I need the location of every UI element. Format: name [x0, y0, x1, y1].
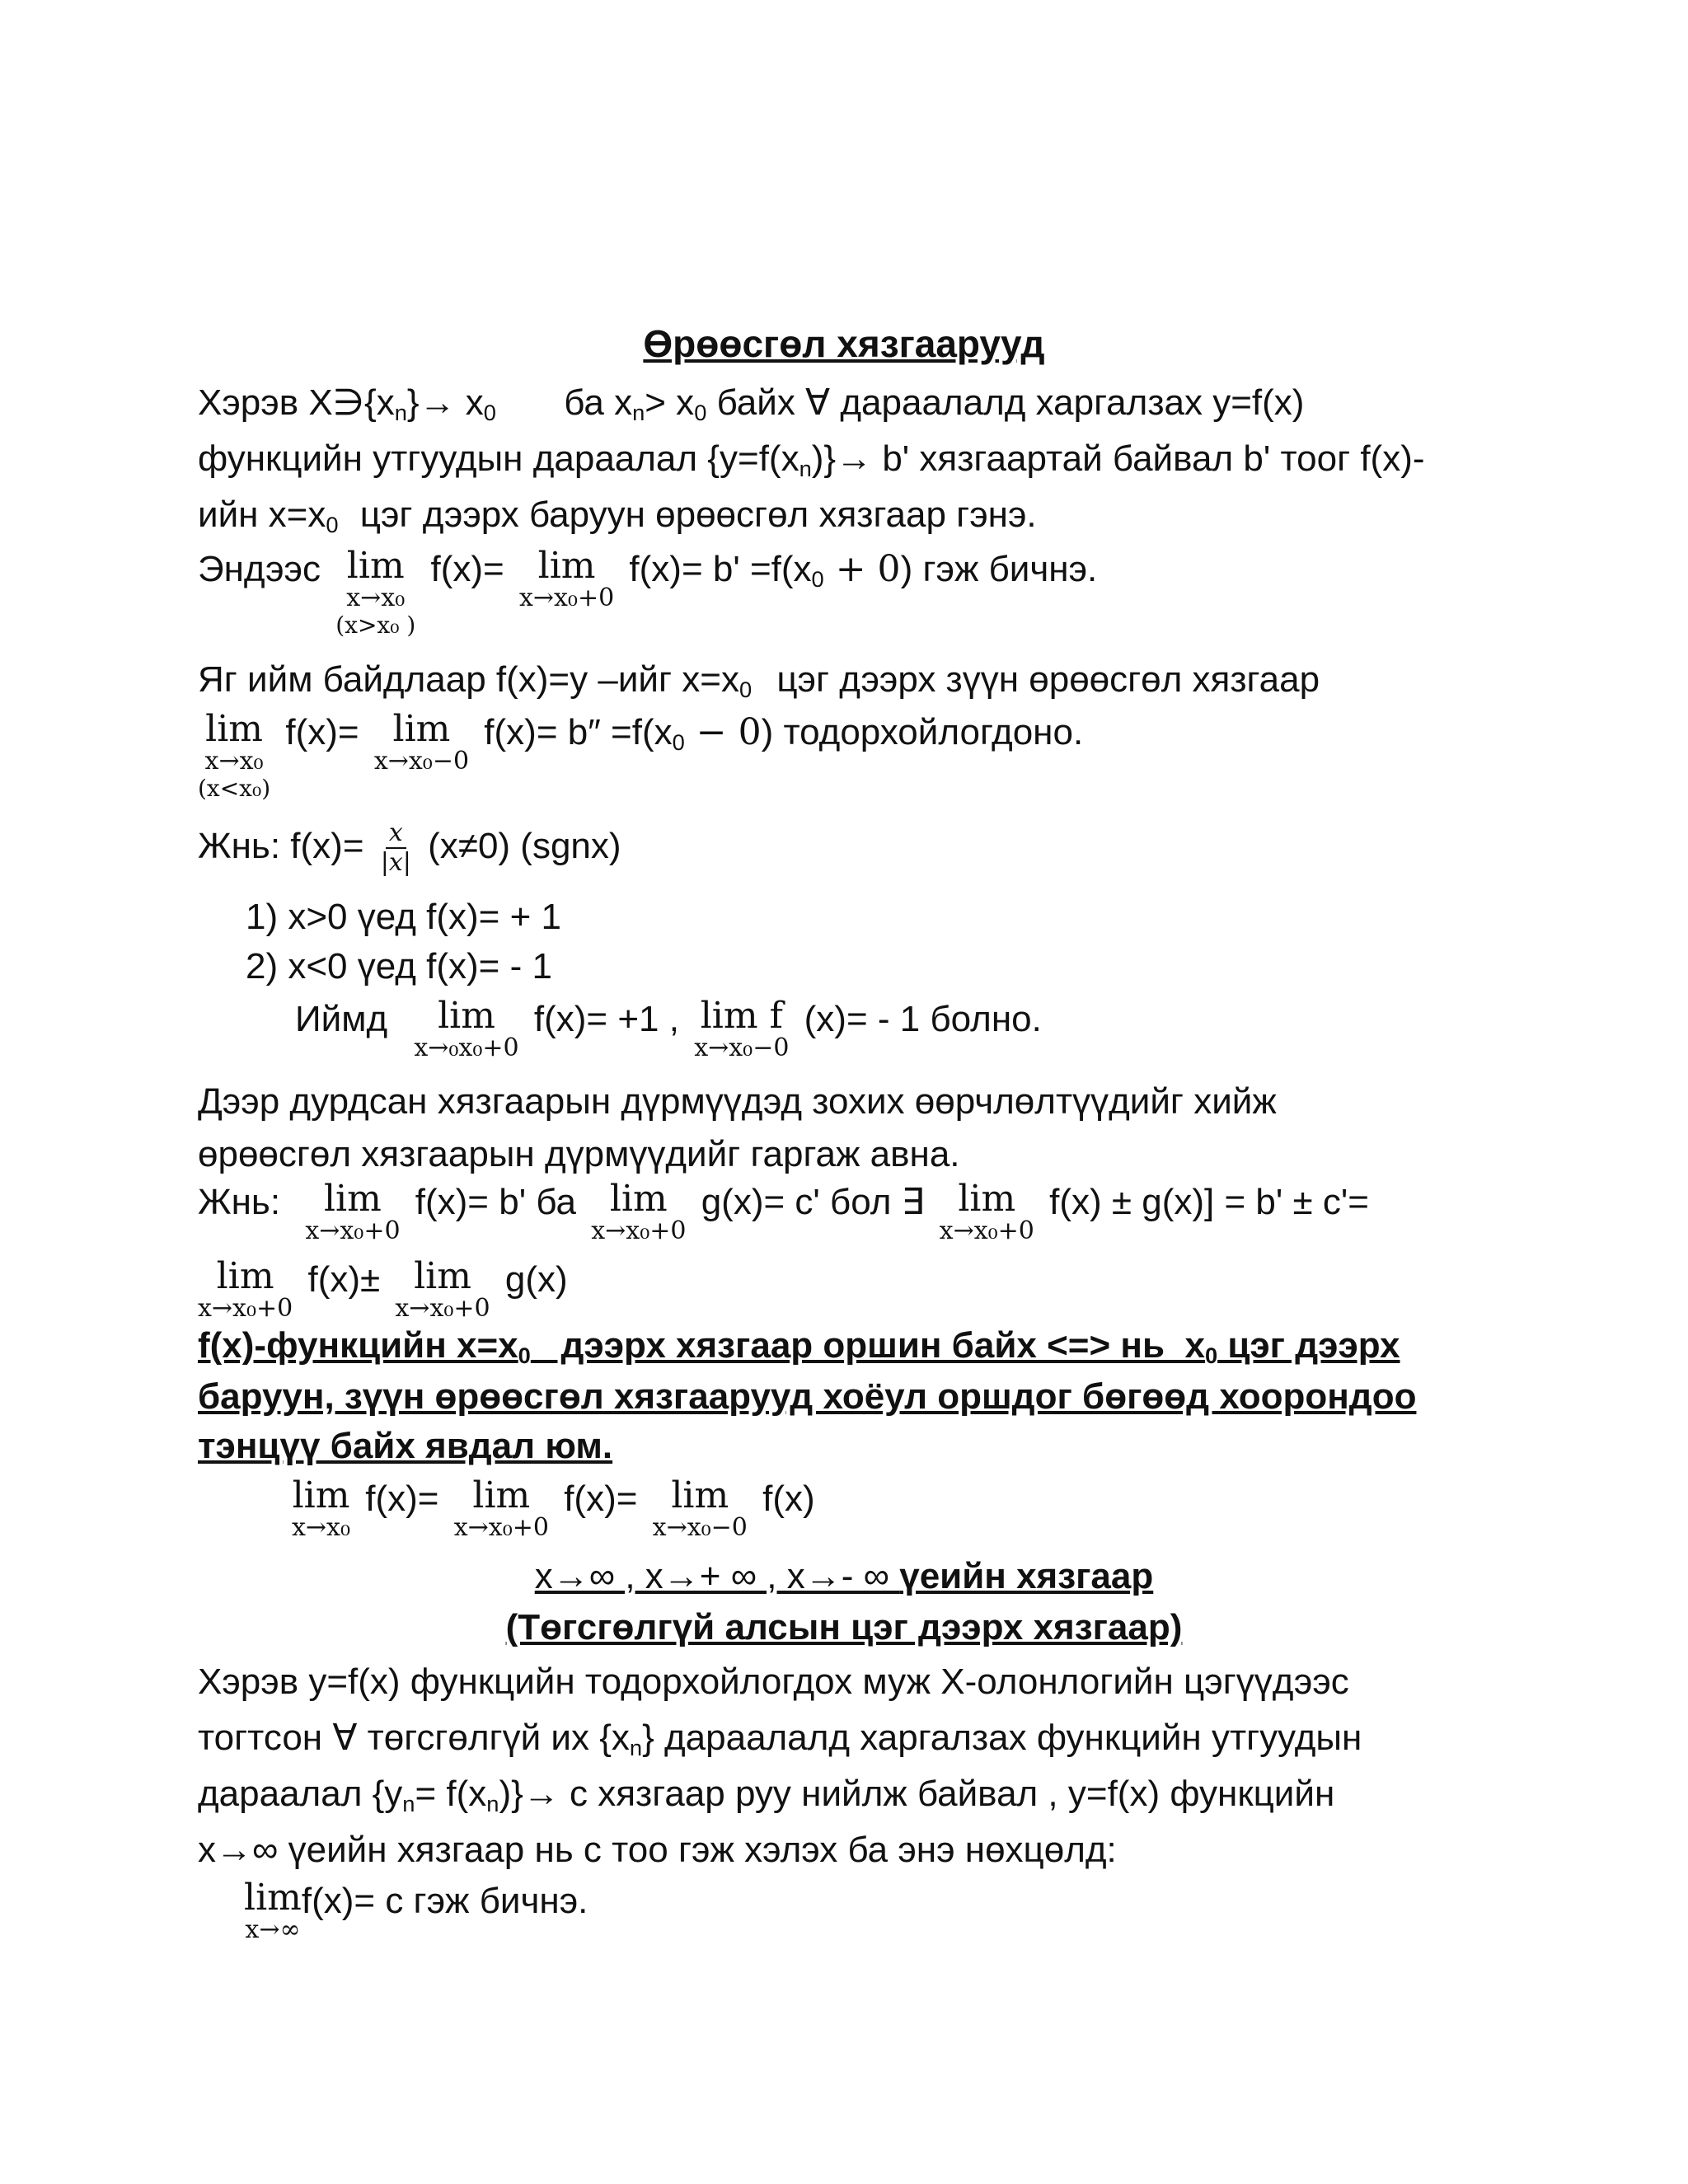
- example-conclusion: Иймд lim x→₀x₀+0 f(x)= +1 , lim f x→x₀−0 (x)= - 1 болно.: [295, 995, 1042, 1062]
- example-sum-rule: Жнь: lim x→x₀+0 f(x)= b' ба lim x→x₀+0 g(x)= c' бол ∃ lim x→x₀+0 f(x) ± g(x)] = b' ± c'=: [198, 1178, 1369, 1245]
- lim-operator: lim f x→x₀−0: [694, 995, 790, 1062]
- infinity-line-1: Хэрэв y=f(x) функцийн тодорхойлогдох муж X-олонлогийн цэгүүдээс: [198, 1661, 1349, 1702]
- lim-operator: lim x→x₀+0: [395, 1255, 490, 1323]
- lim-operator: lim x→x₀−0: [373, 708, 470, 776]
- theorem-line-1: f(x)-функцийн $x=x_0$ дээрх хязгаар оршин байх <=> нь $x_0$ цэг дээрх: [198, 1325, 1400, 1368]
- theorem-line-3: тэнцүү байх явдал юм.: [198, 1426, 613, 1466]
- lim-operator: lim x→x₀+0: [518, 545, 615, 612]
- lim-operator: lim x→x₀: [292, 1474, 351, 1542]
- definition-line-3: ийн $x=x_0$ цэг дээрх баруун өрөөсгөл хязгаар гэнэ.: [198, 494, 1037, 537]
- lim-operator: lim x→x₀+0: [453, 1474, 549, 1542]
- definition-line-1: Хэрэв $X∋\{x_n\}\to x_0$ ба $x_n> x_0$ байх ∀ дараалалд харгалзах y=f(x): [198, 382, 1305, 425]
- lim-operator: lim x→x₀−0: [652, 1474, 748, 1542]
- list-item: 1) x>0 үед f(x)= + 1: [246, 897, 561, 937]
- right-limit-formula: Эндээс lim x→x₀ (x>x₀ ) f(x)= lim x→x₀+0 $f(x)= b' =f(x_0 + 0)$ гэж бичнэ.: [198, 545, 1098, 639]
- lim-operator: lim x→x₀+0: [591, 1178, 687, 1245]
- theorem-line-2: баруун, зүүн өрөөсгөл хязгаарууд хоёул оршдог бөгөөд хоорондоо: [198, 1376, 1417, 1417]
- limits-equality: lim x→x₀ f(x)= lim x→x₀+0 f(x)= lim x→x₀−0 f(x): [292, 1474, 815, 1542]
- lim-operator: lim x→x₀+0: [198, 1255, 293, 1323]
- section-subtitle-2: (Төгсгөлгүй алсын цэг дээрх хязгаар): [505, 1607, 1183, 1647]
- rules-line-2: өрөөсгөл хязгаарын дүрмүүдийг гаргаж авна.: [198, 1134, 960, 1174]
- lim-operator: lim x→x₀+0: [305, 1178, 401, 1245]
- lim-operator: lim x→₀x₀+0: [414, 995, 519, 1062]
- lim-operator: lim x→x₀+0: [939, 1178, 1034, 1245]
- example-sum-rule-cont: lim x→x₀+0 f(x)± lim x→x₀+0 g(x): [198, 1255, 568, 1323]
- infinity-line-2: тогтсон ∀ төгсгөлгүй их $\{x_n\}$ дараалалд харгалзах функцийн утгуудын: [198, 1718, 1362, 1760]
- example-sgn: Жнь: f(x)= $\frac{x}{|x|}$ (x≠0) (sgnx): [198, 818, 621, 878]
- definition-line-2: функцийн утгуудын дараалал $\{y=f(x_n)\}\to b'$ хязгаартай байвал b' тоог f(x)-: [198, 438, 1425, 481]
- left-limit-formula: lim x→x₀ (x<x₀) f(x)= lim x→x₀−0 $f(x)= b'' =f(x_0 - 0)$ тодорхойлогдоно.: [198, 708, 1084, 802]
- left-limit-line: Яг ийм байдлаар f(x)=y –ийг $x=x_0$ цэг дээрх зүүн өрөөсгөл хязгаар: [198, 659, 1320, 702]
- infinity-line-4: x→∞ үеийн хязгаар нь c тоо гэж хэлэх ба энэ нөхцөлд:: [198, 1830, 1117, 1870]
- infinity-line-3: дараалал $\{y_n= f(x_n)\}\to c$ хязгаар руу нийлж байвал , y=f(x) функцийн: [198, 1774, 1335, 1816]
- lim-operator: lim x→x₀ (x>x₀ ): [335, 545, 416, 639]
- rules-line-1: Дээр дурдсан хязгаарын дүрмүүдэд зохих өөрчлөлтүүдийг хийж: [198, 1081, 1277, 1122]
- lim-operator: lim x→x₀ (x<x₀): [198, 708, 271, 802]
- page-title: Өрөөсгөл хязгаарууд: [643, 322, 1045, 365]
- lim-operator: lim x→∞: [244, 1877, 302, 1944]
- infinity-formula: lim x→∞ f(x)= c гэж бичнэ.: [244, 1877, 588, 1944]
- list-item: 2) x<0 үед f(x)= - 1: [246, 946, 552, 987]
- fraction: $\frac{x}{|x|}$: [380, 818, 411, 878]
- section-subtitle: x→∞ , x→+ ∞ , x→- ∞ үеийн хязгаар: [534, 1556, 1154, 1596]
